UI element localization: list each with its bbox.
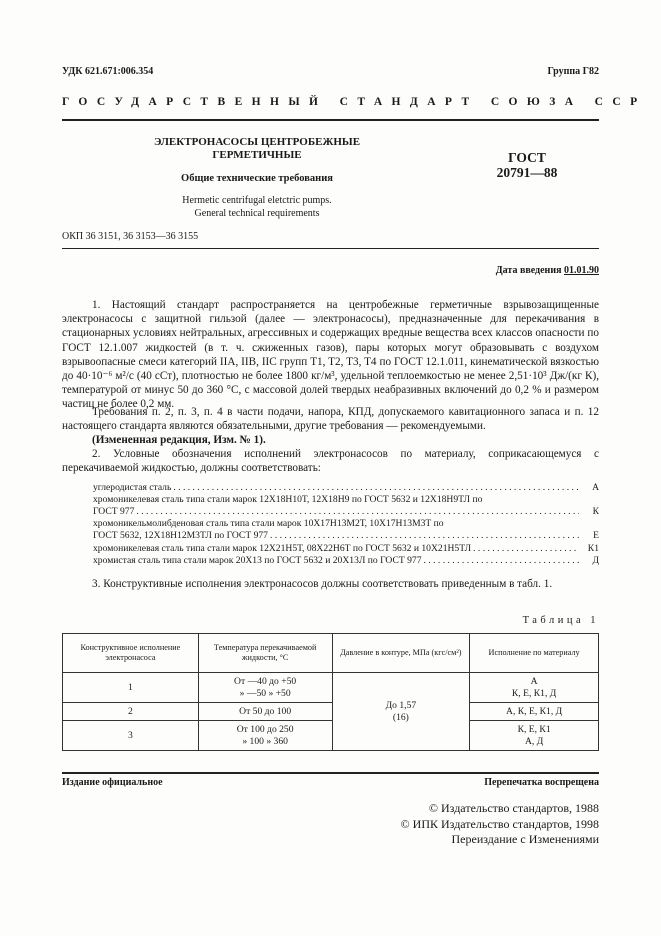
title-line-2: ГЕРМЕТИЧНЫЕ: [212, 148, 302, 161]
material-versions: К, Е, К1, Д: [511, 687, 557, 699]
group-code: Группа Г82: [547, 66, 599, 77]
paragraph-1-requirements: Требования п. 2, п. 3, п. 4 в части подачи, напора, КПД, допускаемого кавитационного запаса и п. 12 настоящего стандарта являются обязательными, другие требования — рекомендуемыми.: [62, 406, 599, 433]
material-row: [93, 530, 599, 541]
temperature-range: » —50 » +50: [239, 687, 291, 699]
table-cell: От 50 до 100: [198, 703, 332, 721]
material-label: ГОСТ 977: [93, 506, 135, 517]
copyright-line: © ИПК Издательство стандартов, 1998: [400, 816, 599, 831]
material-code: Д: [592, 555, 599, 566]
table-cell: [470, 721, 599, 751]
document-subtitle: Общие технические требования: [181, 173, 333, 184]
material-row: [93, 543, 599, 554]
english-title-line-2: General technical requirements: [194, 207, 320, 219]
paragraph-3: 3. Конструктивные исполнения электронасосов должны соответствовать приведенным в табл. 1.: [92, 578, 553, 590]
table-cell: 3: [63, 721, 199, 751]
state-standard-heading: ГОСУДАРСТВЕННЫЙ СТАНДАРТ СОЮЗА ССР: [62, 96, 647, 108]
material-label: ГОСТ 5632, 12Х18Н12М3ТЛ по ГОСТ 977: [93, 530, 268, 541]
paragraph-2: 2. Условные обозначения исполнений электронасосов по материалу, соприкасающемуся с перекачиваемой жидкостью, должны соответствовать:: [62, 448, 599, 475]
material-row: [93, 506, 599, 517]
temperature-range: » 100 » 360: [242, 735, 288, 747]
gost-block: [462, 150, 592, 180]
table-row: [63, 673, 599, 703]
pressure-value: До 1,57: [385, 700, 417, 711]
design-versions-table: [62, 633, 599, 751]
table-cell: 2: [63, 703, 199, 721]
column-header: Температура перекачиваемой жидкости, °С: [198, 634, 332, 673]
copyright-line: © Издательство стандартов, 1988: [428, 801, 599, 815]
material-label: хромоникелевая сталь типа стали марок 12Х21Н5Т, 08Х22Н6Т по ГОСТ 5632 и 10Х21Н5ТЛ: [93, 543, 472, 554]
official-edition: Издание официальное: [62, 777, 163, 788]
intro-date-value: 01.01.90: [564, 265, 599, 276]
udk-code: УДК 621.671:006.354: [62, 66, 154, 77]
column-header: Давление в контуре, МПа (кгс/см²): [332, 634, 470, 673]
intro-date: [496, 265, 599, 276]
pressure-unit-value: (16): [392, 711, 409, 723]
okp-codes: ОКП 36 3151, 36 3153—36 3155: [62, 231, 199, 242]
table-row: [63, 721, 599, 751]
material-label: хромоникельмолибденовая сталь типа стали марок 10Х17Н13М2Т, 10Х17Н13М3Т по: [93, 518, 444, 529]
header-rule: [62, 119, 599, 121]
title-line-1: ЭЛЕКТРОНАСОСЫ ЦЕНТРОБЕЖНЫЕ: [153, 136, 361, 148]
material-code: Е: [593, 530, 599, 541]
english-title-line-1: Hermetic centrifugal eletctric pumps.: [182, 195, 332, 206]
amendment-note: (Измененная редакция, Изм. № 1).: [92, 434, 266, 446]
intro-date-label: Дата введения: [495, 265, 562, 276]
material-code: К1: [587, 543, 599, 554]
material-versions: А: [530, 676, 538, 687]
material-versions: А, Д: [524, 735, 544, 747]
table-cell: [198, 673, 332, 703]
english-title: [62, 195, 452, 220]
footer-rule: [62, 772, 599, 774]
table-row: [63, 703, 599, 721]
table-cell: А, К, Е, К1, Д: [470, 703, 599, 721]
table-header-row: [63, 634, 599, 673]
material-versions: К, Е, К1: [517, 724, 551, 735]
material-code: А: [592, 482, 599, 493]
table-cell: [470, 673, 599, 703]
material-row: [93, 482, 599, 493]
pressure-cell: [332, 673, 470, 751]
gost-number: 20791—88: [496, 165, 558, 180]
material-row: [93, 555, 599, 566]
copyright-block: [401, 801, 599, 848]
gost-label: ГОСТ: [508, 150, 546, 165]
paragraph-1: 1. Настоящий стандарт распространяется на центробежные герметичные взрывозащищенные электронасосы с защитной гильзой (далее — электронасосы), предназначенные для перекачивания в стационарных условиях нейтральных, агрессивных и содержащих вредные вещества всех классов опасности по ГОСТ 12.1.007 жидкостей (в т. ч. сжиженных газов), пары которых могут образовывать с воздухом взрывоопасные смеси категорий IIA, IIB, IIC групп T1, T2, T3, T4 по ГОСТ 12.1.011, кинематической вязкостью до 40·10⁻⁶ м²/с (40 сСт), плотностью не более 1800 кг/м³, удельной теплоемкостью не менее 2,51·10³ Дж/(кг К), температурой от минус 50 до 360 °С, с массовой долей твердых неабразивных включений до 0,2 % и размером частиц не более 0,2 мм.: [62, 299, 599, 411]
column-header: Конструктивное исполнение электронасоса: [63, 634, 199, 673]
column-header: Исполнение по материалу: [470, 634, 599, 673]
temperature-range: От 100 до 250: [236, 724, 294, 735]
table-caption: Таблица 1: [522, 615, 599, 626]
title-rule: [62, 248, 599, 249]
material-label: хромистая сталь типа стали марок 20Х13 по ГОСТ 5632 и 20Х13Л по ГОСТ 977: [93, 555, 422, 566]
temperature-range: От —40 до +50: [234, 676, 297, 687]
table-cell: [198, 721, 332, 751]
table-cell: 1: [63, 673, 199, 703]
material-label: углеродистая сталь: [93, 482, 172, 493]
material-label: хромоникелевая сталь типа стали марок 12Х18Н10Т, 12Х18Н9 по ГОСТ 5632 и 12Х18Н9ТЛ по: [93, 494, 483, 505]
material-code: К: [592, 506, 599, 517]
reissue-note: Переиздание с Изменениями: [451, 832, 599, 846]
reprint-prohibited: Перепечатка воспрещена: [484, 777, 599, 788]
document-title: [62, 136, 452, 161]
